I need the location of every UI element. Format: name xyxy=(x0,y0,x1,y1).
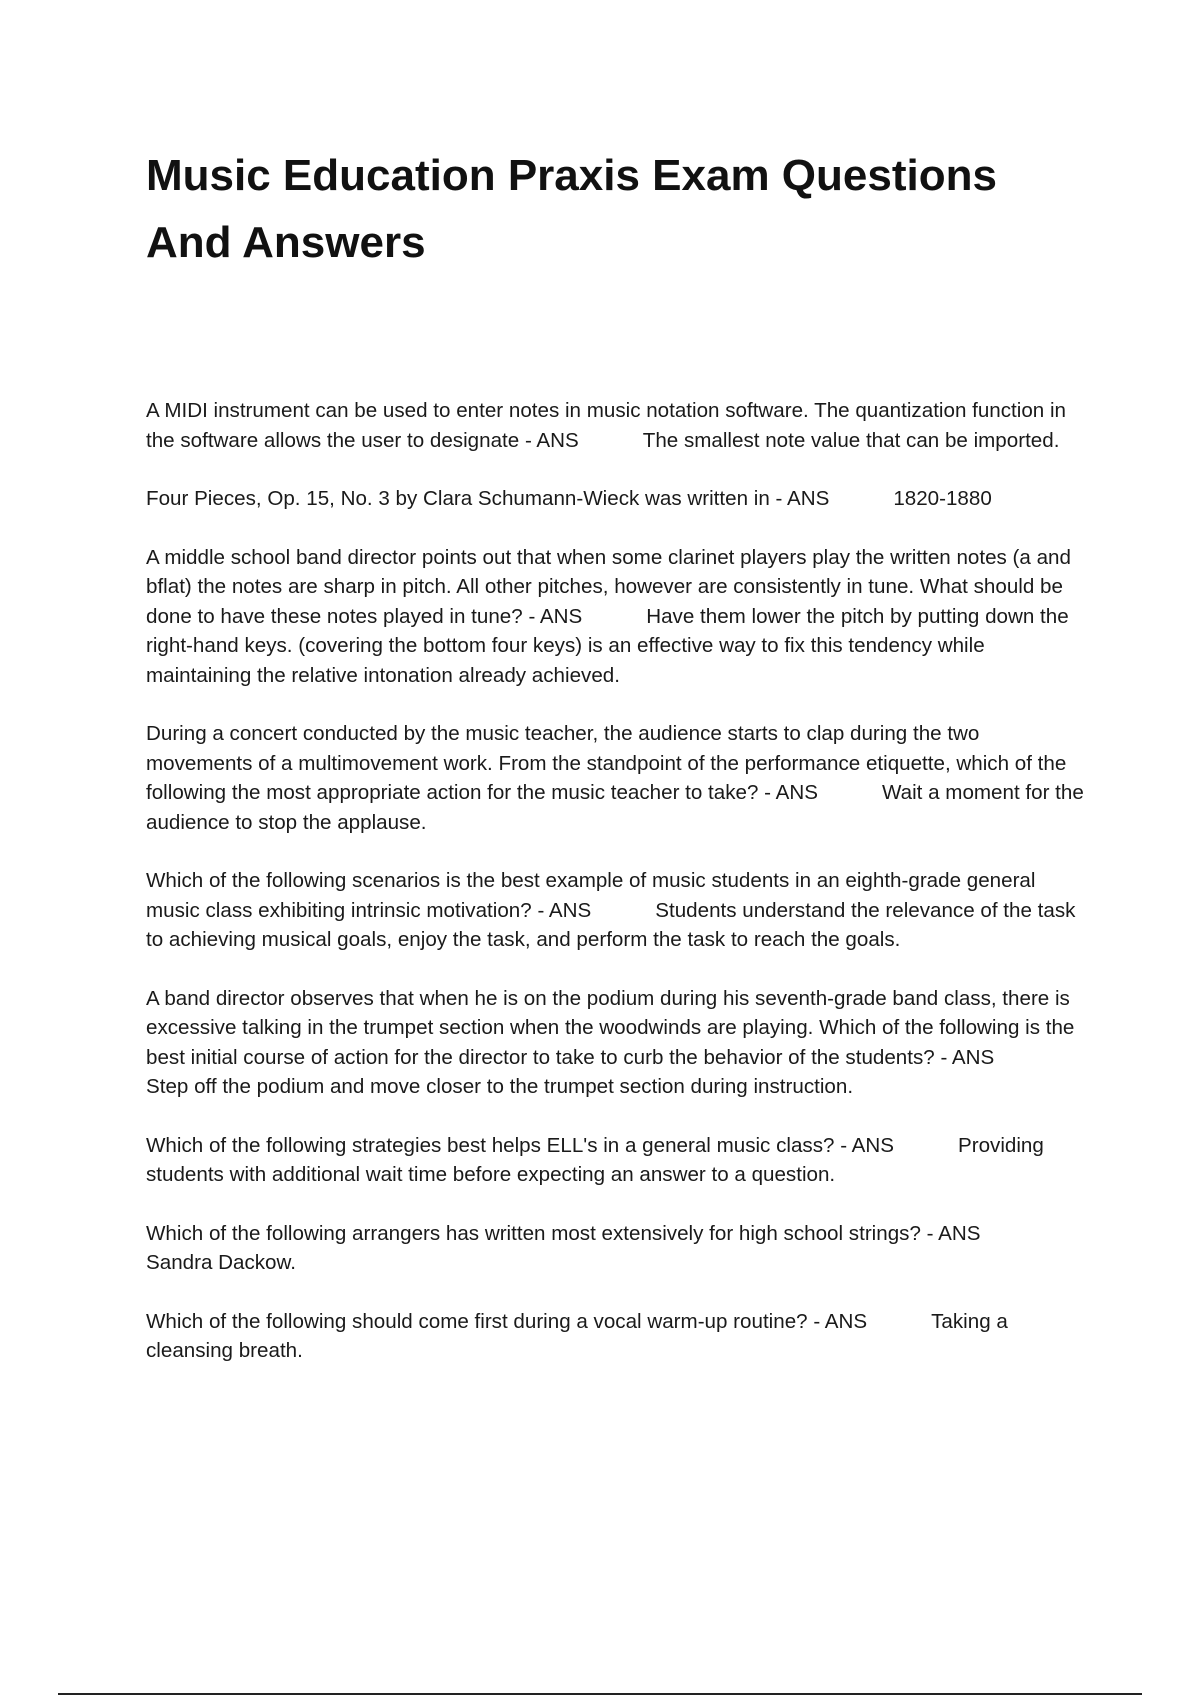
answer-marker: - ANS xyxy=(813,1309,868,1333)
answer-text: Providing students with additional wait time before expecting an answer to a question. xyxy=(146,1133,1044,1186)
answer-marker: - ANS xyxy=(764,781,818,804)
qa-list xyxy=(146,396,1086,1395)
answer-marker: - ANS xyxy=(775,487,830,510)
question-text: Which of the following strategies best helps ELL's in a general music class? xyxy=(146,1133,835,1157)
answer-marker: - ANS xyxy=(940,1045,995,1069)
answer-marker: - ANS xyxy=(537,898,592,922)
answer-text: The smallest note value that can be imported. xyxy=(642,428,1060,452)
answer-marker: - ANS xyxy=(840,1133,894,1157)
qa-item xyxy=(146,396,1086,455)
qa-item xyxy=(146,866,1086,955)
answer-marker: - ANS xyxy=(926,1221,981,1245)
document-title: Music Education Praxis Exam Questions And Answers xyxy=(146,151,997,267)
answer-marker: - ANS xyxy=(528,604,583,628)
answer-text: 1820-1880 xyxy=(893,487,992,510)
qa-item xyxy=(146,484,1086,514)
footer-divider xyxy=(58,1693,1142,1695)
answer-text: Wait a moment for the audience to stop the applause. xyxy=(146,781,1084,834)
answer-text: Step off the podium and move closer to the trumpet section during instruction. xyxy=(146,1075,854,1098)
answer-text: Sandra Dackow. xyxy=(146,1251,296,1274)
answer-text: Have them lower the pitch by putting down the right-hand keys. (covering the bottom four keys) is an effective way to fix this tendency while maintaining the relative intonation already achieved. xyxy=(146,604,1069,687)
answer-marker: - ANS xyxy=(524,428,579,452)
question-text: A middle school band director points out that when some clarinet players play the written notes (a and bflat) the notes are sharp in pitch. All other pitches, however are consistently in tune. What should be done to have these notes played in tune? xyxy=(146,545,1071,628)
question-text: Which of the following arrangers has written most extensively for high school strings? xyxy=(146,1221,921,1245)
qa-item xyxy=(146,1131,1086,1190)
question-text: Four Pieces, Op. 15, No. 3 by Clara Schumann-Wieck was written in xyxy=(146,487,770,510)
qa-item xyxy=(146,984,1086,1102)
question-text: Which of the following scenarios is the best example of music students in an eighth-grade general music class exhibiting intrinsic motivation? xyxy=(146,869,1036,922)
question-text: Which of the following should come first during a vocal warm-up routine? xyxy=(146,1309,808,1333)
answer-text: Students understand the relevance of the task to achieving musical goals, enjoy the task, and perform the task to reach the goals. xyxy=(146,898,1076,951)
qa-item xyxy=(146,543,1086,691)
qa-item xyxy=(146,1307,1086,1366)
question-text: During a concert conducted by the music teacher, the audience starts to clap during the two movements of a multimovement work. From the standpoint of the performance etiquette, which of the following the most appropriate action for the music teacher to take? xyxy=(146,722,1067,804)
qa-item xyxy=(146,1219,1086,1278)
question-text: A MIDI instrument can be used to enter notes in music notation software. The quantization function in the software allows the user to designate xyxy=(146,399,1066,452)
question-text: A band director observes that when he is on the podium during his seventh-grade band class, there is excessive talking in the trumpet section when the woodwinds are playing. Which of the following is the best initial course of action for the director to take to curb the behavior of the students? xyxy=(146,986,1075,1069)
qa-item xyxy=(146,719,1086,837)
answer-text: Taking a cleansing breath. xyxy=(146,1309,1008,1362)
